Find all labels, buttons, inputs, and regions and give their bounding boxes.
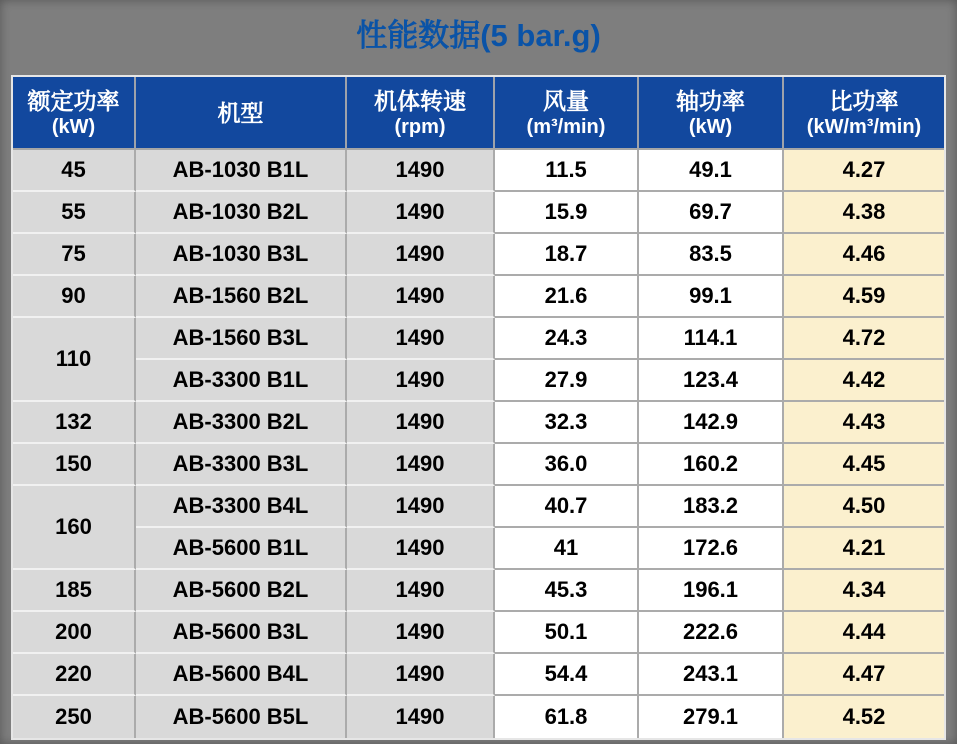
table-row: [13, 234, 944, 276]
cell-specific-power: 4.45: [784, 444, 944, 486]
cell-flow: 32.3: [495, 402, 639, 444]
cell-rated-power: 160: [13, 486, 136, 570]
col-header-model: [136, 77, 347, 150]
table-row: [13, 654, 944, 696]
cell-specific-power: 4.21: [784, 528, 944, 570]
cell-specific-power: 4.38: [784, 192, 944, 234]
cell-model: AB-3300 B2L: [136, 402, 347, 444]
cell-speed: 1490: [347, 444, 495, 486]
cell-shaft-power: 99.1: [639, 276, 784, 318]
table-row: [13, 318, 944, 360]
table-row: [13, 402, 944, 444]
cell-speed: 1490: [347, 360, 495, 402]
col-header-speed: [347, 77, 495, 150]
cell-flow: 27.9: [495, 360, 639, 402]
cell-rated-power: 132: [13, 402, 136, 444]
cell-shaft-power: 279.1: [639, 696, 784, 738]
cell-speed: 1490: [347, 276, 495, 318]
col-header-title: 风量: [543, 87, 589, 114]
cell-speed: 1490: [347, 654, 495, 696]
cell-specific-power: 4.52: [784, 696, 944, 738]
cell-model: AB-5600 B4L: [136, 654, 347, 696]
table-row: [13, 486, 944, 528]
cell-rated-power: 220: [13, 654, 136, 696]
col-header-shaft-power: [639, 77, 784, 150]
table-row: [13, 612, 944, 654]
cell-specific-power: 4.44: [784, 612, 944, 654]
cell-specific-power: 4.46: [784, 234, 944, 276]
col-header-title: 额定功率: [27, 87, 120, 114]
cell-shaft-power: 172.6: [639, 528, 784, 570]
col-header-title: 轴功率: [676, 87, 745, 114]
cell-speed: 1490: [347, 318, 495, 360]
cell-shaft-power: 123.4: [639, 360, 784, 402]
cell-flow: 61.8: [495, 696, 639, 738]
cell-shaft-power: 160.2: [639, 444, 784, 486]
col-header-unit: (m³/min): [526, 115, 606, 138]
cell-speed: 1490: [347, 696, 495, 738]
table-row: [13, 570, 944, 612]
header-row: [13, 77, 944, 150]
cell-model: AB-5600 B1L: [136, 528, 347, 570]
cell-model: AB-1560 B3L: [136, 318, 347, 360]
cell-speed: 1490: [347, 234, 495, 276]
cell-shaft-power: 243.1: [639, 654, 784, 696]
cell-specific-power: 4.50: [784, 486, 944, 528]
cell-specific-power: 4.43: [784, 402, 944, 444]
cell-specific-power: 4.72: [784, 318, 944, 360]
cell-speed: 1490: [347, 402, 495, 444]
cell-speed: 1490: [347, 612, 495, 654]
cell-rated-power: 150: [13, 444, 136, 486]
cell-flow: 54.4: [495, 654, 639, 696]
cell-flow: 40.7: [495, 486, 639, 528]
cell-model: AB-3300 B4L: [136, 486, 347, 528]
cell-specific-power: 4.34: [784, 570, 944, 612]
cell-specific-power: 4.42: [784, 360, 944, 402]
col-header-unit: (rpm): [394, 115, 446, 138]
cell-shaft-power: 183.2: [639, 486, 784, 528]
cell-model: AB-3300 B3L: [136, 444, 347, 486]
table-row: [13, 276, 944, 318]
cell-model: AB-1030 B2L: [136, 192, 347, 234]
cell-flow: 41: [495, 528, 639, 570]
col-header-flow: [495, 77, 639, 150]
cell-rated-power: 90: [13, 276, 136, 318]
cell-rated-power: 75: [13, 234, 136, 276]
cell-speed: 1490: [347, 486, 495, 528]
cell-specific-power: 4.27: [784, 150, 944, 192]
cell-flow: 50.1: [495, 612, 639, 654]
table-row: [13, 150, 944, 192]
cell-shaft-power: 142.9: [639, 402, 784, 444]
cell-flow: 24.3: [495, 318, 639, 360]
cell-model: AB-5600 B5L: [136, 696, 347, 738]
col-header-unit: (kW/m³/min): [806, 115, 922, 138]
table-row: [13, 696, 944, 738]
col-header-title: 比功率: [829, 87, 899, 114]
table-row: [13, 444, 944, 486]
cell-flow: 36.0: [495, 444, 639, 486]
cell-shaft-power: 49.1: [639, 150, 784, 192]
cell-shaft-power: 222.6: [639, 612, 784, 654]
cell-model: AB-3300 B1L: [136, 360, 347, 402]
performance-table: [11, 75, 946, 740]
cell-rated-power: 200: [13, 612, 136, 654]
col-header-title: 机体转速: [374, 87, 466, 114]
cell-model: AB-1560 B2L: [136, 276, 347, 318]
cell-shaft-power: 83.5: [639, 234, 784, 276]
cell-shaft-power: 69.7: [639, 192, 784, 234]
cell-shaft-power: 196.1: [639, 570, 784, 612]
col-header-title: 机型: [217, 99, 264, 126]
cell-flow: 11.5: [495, 150, 639, 192]
cell-rated-power: 250: [13, 696, 136, 738]
table-row: [13, 528, 944, 570]
cell-speed: 1490: [347, 528, 495, 570]
cell-speed: 1490: [347, 150, 495, 192]
cell-flow: 45.3: [495, 570, 639, 612]
cell-rated-power: 45: [13, 150, 136, 192]
cell-flow: 15.9: [495, 192, 639, 234]
cell-flow: 21.6: [495, 276, 639, 318]
cell-model: AB-1030 B3L: [136, 234, 347, 276]
cell-flow: 18.7: [495, 234, 639, 276]
cell-rated-power: 110: [13, 318, 136, 402]
cell-speed: 1490: [347, 192, 495, 234]
cell-specific-power: 4.59: [784, 276, 944, 318]
col-header-unit: (kW): [688, 115, 733, 138]
cell-model: AB-5600 B3L: [136, 612, 347, 654]
cell-rated-power: 185: [13, 570, 136, 612]
col-header-unit: (kW): [51, 115, 96, 138]
cell-model: AB-5600 B2L: [136, 570, 347, 612]
performance-table-body: [13, 150, 944, 738]
table-row: [13, 360, 944, 402]
page-title: 性能数据(5 bar.g): [356, 18, 601, 53]
cell-speed: 1490: [347, 570, 495, 612]
cell-rated-power: 55: [13, 192, 136, 234]
cell-shaft-power: 114.1: [639, 318, 784, 360]
table-row: [13, 192, 944, 234]
col-header-rated-power: [13, 77, 136, 150]
col-header-specific-power: [784, 77, 944, 150]
performance-table-header: [13, 77, 944, 150]
cell-model: AB-1030 B1L: [136, 150, 347, 192]
cell-specific-power: 4.47: [784, 654, 944, 696]
